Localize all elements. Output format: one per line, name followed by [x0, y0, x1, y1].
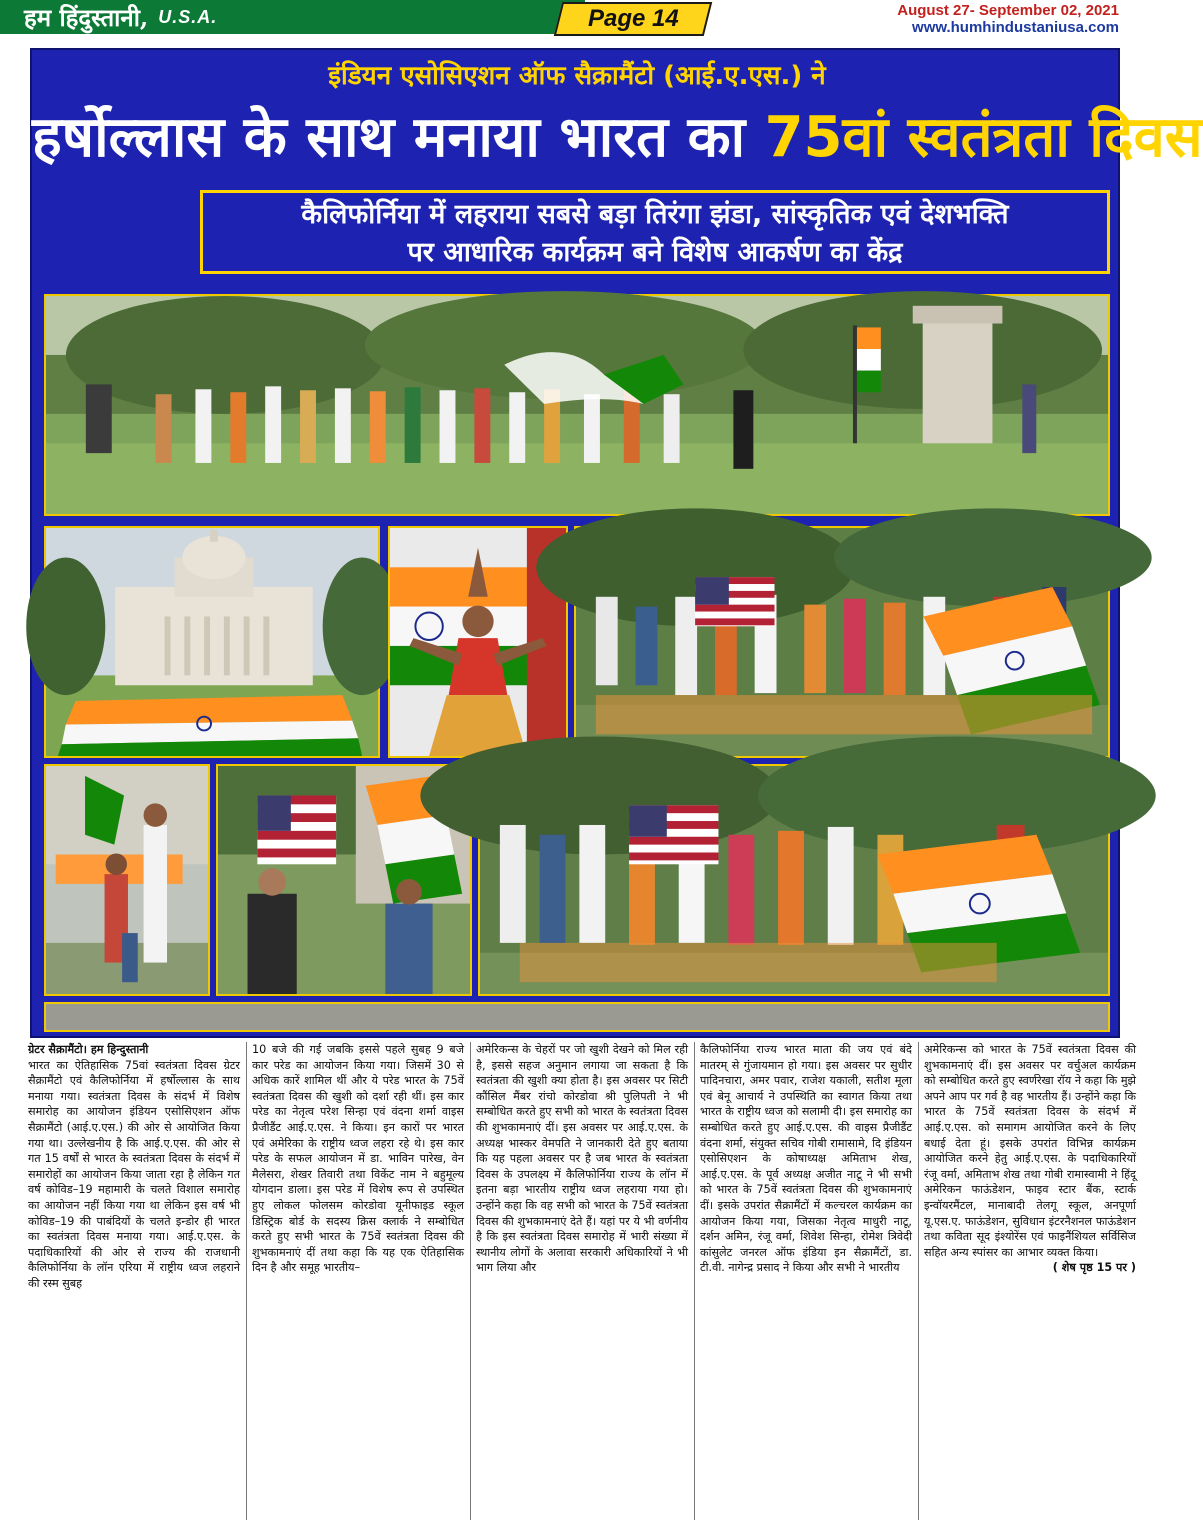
column-rule — [470, 1042, 471, 1520]
article-column-2-text: 10 बजे की गई जबकि इससे पहले सुबह 9 बजे कार परेड का आयोजन किया गया। जिसमें 30 से अधिक कारें शामिल थीं और ये परेड भारत के 75वें स्वतंत्रता दिवस की खुशी को दर्शा रही थीं। इस कार परेड का नेतृत्व परेश सिन्हा एवं वंदना शर्मा वाइस प्रैजीडैंट आई.ए.एस. ने किया। इन कारों पर भारत एवं अमेरिका के राष्ट्रीय ध्वज लहरा रहे थे। इस कार परेड के सफल आयोजन में डा. भाविन पारेख, वेन मैलेसरा, शेखर तिवारी तथा विकेंट नाम ने बहुमूल्य योगदान डाला। इस परेड में विशेष रूप से उपस्थित हुए लोकल फोलसम कोरडोवा यूनीफाइड स्कूल डिस्ट्रिक बोर्ड के सदस्य क्रिस क्लार्क ने सम्बोधित करते हुए सभी भारत के 75वें स्वतंत्रता दिवस की शुभकामनाएं दीं तथा कहा कि यह एक ऐतिहासिक दिन है और समूह भारतीय– — [252, 1043, 464, 1275]
photo-group-celebration-image — [480, 766, 1108, 994]
page-number-tag — [554, 2, 712, 36]
photo-family-image — [46, 766, 208, 994]
article-column-5 — [924, 1042, 1136, 1276]
photo-capitol-flag — [44, 526, 380, 758]
masthead — [0, 0, 1135, 40]
newspaper-brand — [0, 0, 585, 34]
feature-panel — [30, 48, 1203, 1038]
photo-flag-parade-image — [46, 296, 1108, 514]
website-link[interactable]: www.humhindustaniusa.com — [912, 19, 1119, 36]
issue-date: August 27- September 02, 2021 — [897, 2, 1119, 19]
photo-group-steps-image — [46, 1004, 1108, 1030]
article-column-3-text: अमेरिकन्स के चेहरों पर जो खुशी देखने को मिल रही है, इससे सहज अनुमान लगाया जा सकता है कि स्वतंत्रता की खुशी क्या होता है। इस अवसर पर सिटी कौंसिल मैंबर रांचो कोरडोवा श्री पुलिपती ने भी सम्बोधित करते हुए सभी को भारत के स्वतंत्रता दिवस की शुभकामनाएं दीं। इस अवसर पर आई.ए.एस. के अध्यक्ष भास्कर वेमपति ने जानकारी देते हुए बताया कि यह पहला अवसर पर है जब भारत के स्वतंत्रता दिवस के उपलक्ष्य में कैलिफोर्निया राज्य के लॉन में इतना बड़ा भारतीय राष्ट्रीय ध्वज लहराया गया हो। उन्होंने कहा कि वह सभी को भारत के 75वें स्वतंत्रता दिवस की शुभकामनाएं देते हैं। यहां पर ये भी वर्णनीय है कि इस स्वतंत्रता दिवस समारोह में भारी संख्या में स्थानीय लोगों के अलावा सरकारी अधिकारियों ने भी भाग लिया और — [476, 1043, 688, 1275]
dateline — [897, 2, 1119, 36]
deck-line-1: कैलिफोर्निया में लहराया सबसे बड़ा तिरंगा झंडा, सांस्कृतिक एवं देशभक्ति — [301, 199, 1009, 230]
headline-white-part: हर्षोल्लास के साथ मनाया भारत का — [32, 105, 765, 170]
headline-deck — [200, 190, 1110, 274]
main-headline — [32, 102, 1203, 174]
photo-family — [44, 764, 210, 996]
article-column-2 — [252, 1042, 464, 1276]
column-rule — [918, 1042, 919, 1520]
photo-group-celebration — [478, 764, 1110, 996]
photo-capitol-flag-image — [46, 528, 378, 756]
photo-flag-parade — [44, 294, 1110, 516]
newspaper-name-usa: U.S.A. — [158, 6, 218, 27]
article-body — [28, 1042, 1136, 1520]
photo-group-flags — [574, 526, 1110, 758]
page-number-label: Page 14 — [587, 5, 679, 32]
article-byline: ग्रेटर सैक्रामैंटो। हम हिन्दुस्तानी — [28, 1043, 149, 1056]
column-rule — [694, 1042, 695, 1520]
headline-kicker: इंडियन एसोसिएशन ऑफ सैक्रामैंटो (आई.ए.एस.) ने — [328, 61, 826, 91]
headline-yellow-part: 75वां स्वतंत्रता दिवस — [764, 105, 1203, 170]
deck-line-2: पर आधारिक कार्यक्रम बने विशेष आकर्षण का केंद्र — [407, 237, 903, 268]
article-column-1-text: भारत का ऐतिहासिक 75वां स्वतंत्रता दिवस ग्रेटर सैक्रामैंटो एवं कैलिफोर्निया में हर्षोल्लास के साथ मनाया गया। स्वतंत्रता दिवस के संदर्भ में विशेष समारोह का आयोजन इंडियन एसोसिएशन ऑफ सैक्रामैंटो (आई.ए.एस.) की ओर से आयोजित किया गया था। उल्लेखनीय है कि आई.ए.एस. की ओर से गत 15 वर्षों से भारत के स्वतंत्रता दिवस के संदर्भ में समारोहों का आयोजन किया जाता रहा है लेकिन गत वर्ष कोविड–19 महामारी के चलते विशाल समारोह का आयोजन नहीं किया गया था लेकिन इस वर्ष भी कोविड–19 की पाबंदियों के चलते इन्डोर ही भारत का स्वतंत्रता दिवस मनाया गया। आई.ए.एस. के पदाधिकारियों की ओर से राज्य की राजधानी कैलिफोर्निया के लॉन एरिया में राष्ट्रीय ध्वज लहराने की रस्म सुबह — [28, 1058, 240, 1290]
photo-group-flags-image — [576, 528, 1108, 756]
article-column-4-text: कैलिफोर्निया राज्य भारत माता की जय एवं बंदे मातरम् से गुंजायमान हो गया। इस अवसर पर सुधीर पादिनचारा, अमर पवार, राजेश यकाली, सतीश मूला एवं बेनू आचार्य ने उपस्थिति का स्वागत किया तथा भारत के राष्ट्रीय ध्वज को सलामी दी। इस समारोह का सम्बोधित करते हुए आई.ए.एस. की वाइस प्रैजीडैंट वंदना शर्मा, संयुक्त सचिव गोबी रामासामे, दि इंडियन एसोसिएशन के कोषाध्यक्ष अमिताभ शेख, आई.ए.एस. के पूर्व अध्यक्ष अजीत नाटू ने भी सभी को भारत के 75वें स्वतंत्रता दिवस की शुभकामनाएं दीं। इसके उपरांत सैक्रामैंटों में कल्चरल कार्यक्रम का आयोजन किया गया, जिसका नेतृत्व माधुरी नाटू, दर्शन अमिन, रंजू वर्मा, शिवेश सिन्हा, रोमेश त्रिवेदी कांसुलेट जनरल ऑफ इंडिया इन सैक्रामैंटों, डा. टी.वी. नागेन्द्र प्रसाद ने किया और सभी ने भारतीय — [700, 1043, 912, 1275]
continued-notice[interactable]: ( शेष पृष्ठ 15 पर ) — [1052, 1261, 1136, 1275]
article-column-5-text: अमेरिकन्स को भारत के 75वें स्वतंत्रता दिवस की शुभकामनाएं दीं। इस अवसर पर वर्चुअल कार्यक्रम को सम्बोधित करते हुए स्वर्णरेखा रॉय ने कहा कि मुझे अपने आप पर गर्व है वह भारतीय हैं। उन्होंने कहा कि भारत के 75वें स्वतंत्रता दिवस के संदर्भ में आई.ए.एस. को समागम आयोजित करने के लिए बधाई देता हूं। इसके उपरांत विभिन्न कार्यक्रम आयोजित करने हेतु आई.ए.एस. के पदाधिकारियों रंजू वर्मा, अमिताभ शेख तथा गोबी रामास्वामी ने हिंदू अमेरिकन फाऊंडेशन, फाइव स्टार बैंक, स्टार्क इन्वॉयरमैंटल, मानाबादी तेलगू स्कूल, अनपूर्णा यू.एस.ए. फाऊंडेशन, सुविधान इंटरनैशनल फाऊंडेशन तथा कविता सूद इंश्योरेंस एवं फाइनैंशियल सर्विसिज सहित अन्य स्पांसर का आभार व्यक्त किया। — [924, 1043, 1136, 1259]
photo-group-steps — [44, 1002, 1110, 1032]
article-column-1 — [28, 1042, 240, 1292]
newspaper-name-hindi: हम हिंदुस्तानी, — [24, 2, 149, 32]
article-column-3 — [476, 1042, 688, 1276]
article-column-4 — [700, 1042, 912, 1276]
column-rule — [246, 1042, 247, 1520]
